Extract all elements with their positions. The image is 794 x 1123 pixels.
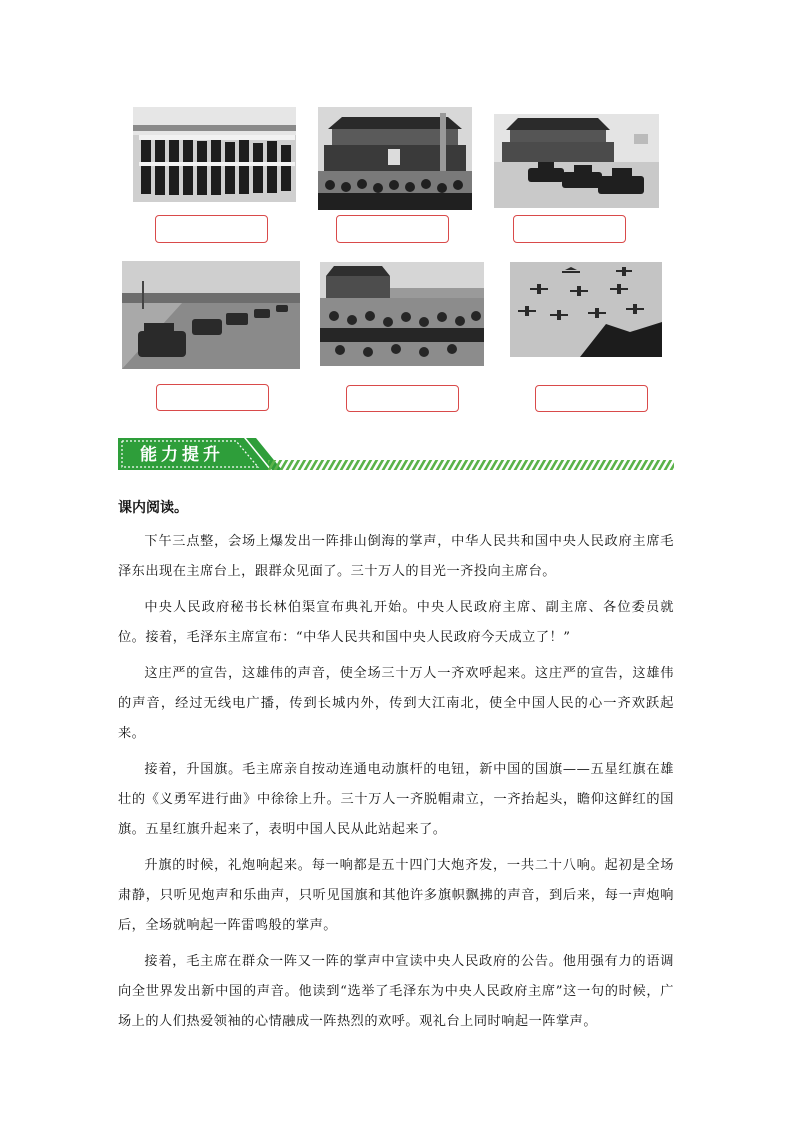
answer-box-6[interactable] <box>535 385 648 412</box>
photo-tanks-tiananmen <box>494 114 659 208</box>
answer-box-1[interactable] <box>155 215 268 243</box>
passage-paragraph: 下午三点整，会场上爆发出一阵排山倒海的掌声，中华人民共和国中央人民政府主席毛泽东出现在主席台上，跟群众见面了。三十万人的目光一齐投向主席台。 <box>118 534 674 579</box>
photo-soldiers-marching <box>133 107 296 202</box>
reading-heading: 课内阅读。 <box>118 500 188 516</box>
answer-box-5[interactable] <box>346 385 459 412</box>
answer-box-2[interactable] <box>336 215 449 243</box>
photo-aircraft-flyover <box>510 262 662 357</box>
photo-tiananmen-parade <box>318 107 472 210</box>
photo-cavalry-square <box>320 262 484 366</box>
passage-paragraph: 中央人民政府秘书长林伯渠宣布典礼开始。中央人民政府主席、副主席、各位委员就位。接着，毛泽东主席宣布：“中华人民共和国中央人民政府今天成立了！” <box>118 600 674 645</box>
reading-passage <box>118 527 674 1043</box>
passage-paragraph: 接着，毛主席在群众一阵又一阵的掌声中宣读中央人民政府的公告。他用强有力的语调向全世界发出新中国的声音。他读到“选举了毛泽东为中央人民政府主席”这一句的时候，广场上的人们热爱领袖的心情融成一阵热烈的欢呼。观礼台上同时响起一阵掌声。 <box>118 954 674 1029</box>
passage-paragraph: 这庄严的宣告，这雄伟的声音，使全场三十万人一齐欢呼起来。这庄严的宣告，这雄伟的声音，经过无线电广播，传到长城内外，传到大江南北，使全中国人民的心一齐欢跃起来。 <box>118 666 674 741</box>
answer-box-4[interactable] <box>156 384 269 411</box>
answer-box-3[interactable] <box>513 215 626 243</box>
section-header <box>118 438 674 472</box>
passage-paragraph: 接着，升国旗。毛主席亲自按动连通电动旗杆的电钮，新中国的国旗——五星红旗在雄壮的《义勇军进行曲》中徐徐上升。三十万人一齐脱帽肃立，一齐抬起头，瞻仰这鲜红的国旗。五星红旗升起来了，表明中国人民从此站起来了。 <box>118 762 674 837</box>
photo-armored-cars <box>122 261 300 369</box>
passage-paragraph: 升旗的时候，礼炮响起来。每一响都是五十四门大炮齐发，一共二十八响。起初是全场肃静，只听见炮声和乐曲声，只听见国旗和其他许多旗帜飘拂的声音，到后来，每一声炮响后，全场就响起一阵雷鸣般的掌声。 <box>118 858 674 933</box>
section-title: 能力提升 <box>140 445 224 465</box>
